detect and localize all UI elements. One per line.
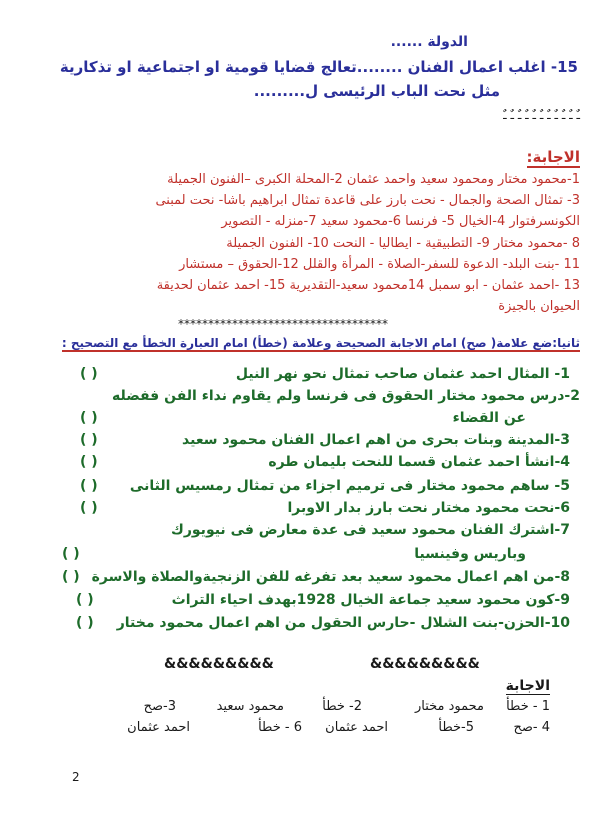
q15-line2: مثل نحت الباب الرئيسى ل......... (253, 82, 500, 100)
answer-parentheses: ( ) (76, 615, 94, 631)
answers2-heading: الاجابة (505, 678, 550, 694)
statement-item: 2-درس محمود مختار الحقوق فى فرنسا ولم يقاوم نداء الفن ففضله (111, 388, 580, 404)
answer-parentheses: ( ) (80, 432, 98, 448)
answer-parentheses: ( ) (80, 454, 98, 470)
answer-parentheses: ( ) (80, 500, 98, 516)
statement-item: 1- المثال احمد عثمان صاحب تمثال نحو نهر النيل (235, 366, 570, 382)
page-number: 2 (72, 770, 80, 784)
answers1-line: الحيوان بالجيزة (498, 299, 580, 314)
ampersand-separator: &&&&&&&&& (370, 656, 480, 672)
answer-cell: محمود سعيد (216, 699, 284, 714)
statement-item: 4-انشأ احمد عثمان قسما للنحت بليمان طره (268, 454, 570, 470)
answers1-line: 11 -بنت البلد- الدعوة للسفر-الصلاة - المرأة والقلل 12-الحقوق – مستشار (179, 257, 580, 272)
answer-cell: احمد عثمان (127, 720, 190, 735)
answers1-line: الكونسرفتوار 4-الخيال 5- فرنسا 6-محمود سعيد 7-منزله - التصوير (221, 214, 580, 229)
answer-cell: 5-خطأ (438, 720, 474, 735)
answer-cell: 2- خطأ (322, 699, 362, 714)
answer-cell: احمد عثمان (325, 720, 388, 735)
answer-cell: محمود مختار (414, 699, 484, 714)
q14-tail: الدولة ...... (390, 34, 468, 50)
answer-parentheses: ( ) (80, 410, 98, 426)
answers1-line: 1-محمود مختار ومحمود سعيد واحمد عثمان 2-المحلة الكبرى –الفنون الجميلة (167, 172, 580, 187)
statement-item: 5- ساهم محمود مختار فى ترميم اجزاء من تمثال رمسيس الثانى (129, 478, 570, 494)
decor-line: ـٌ ـٌ ـٌ ـٌ ـٌ ـٌ ـٌ ـٌ ـٌ ـٌ ـٌ (503, 108, 580, 122)
answer-cell: 3-صح (143, 699, 176, 714)
answer-parentheses: ( ) (80, 366, 98, 382)
statement-item: عن القضاء (452, 410, 526, 426)
ampersand-separator: &&&&&&&&& (164, 656, 274, 672)
answer-cell: 6 - خطأ (258, 720, 302, 735)
statement-item: 3-المدينة وبنات بحرى من اهم اعمال الفنان محمود سعيد (182, 432, 570, 448)
statement-item: وباريس وفينسيا (414, 546, 526, 562)
answer-cell: 4 -صح (513, 720, 550, 735)
answer-cell: 1 - خطأ (506, 699, 550, 714)
section2-heading: ثانيا:ضع علامة( صح) امام الاجابة الصحيحة وعلامة (خطأ) امام العبارة الخطأ مع التصحيح : (61, 336, 580, 350)
answer-parentheses: ( ) (76, 592, 94, 608)
stars-separator: *********************************** (178, 317, 388, 331)
answers1-line: 8 -محمود مختار 9- التطبيقية - ايطاليا - النحت 10- الفنون الجميلة (226, 236, 580, 251)
statement-item: 6-نحت محمود مختار نحت بارز بدار الاوبرا (287, 500, 570, 516)
answer-parentheses: ( ) (62, 546, 80, 562)
statement-item: 10-الحزن-بنت الشلال -حارس الحقول من اهم اعمال محمود مختار (116, 615, 570, 631)
answers1-line: 13 -احمد عثمان - ابو سمبل 14محمود سعيد-التقديرية 15- احمد عثمان لحديقة (156, 278, 580, 293)
answers1-heading: الاجابة: (526, 148, 580, 166)
answer-parentheses: ( ) (80, 478, 98, 494)
statement-item: 8-من اهم اعمال محمود سعيد بعد تفرغه للفن الزنجيةوالصلاة والاسرة (91, 569, 570, 585)
answers1-line: 3- تمثال الصحة والجمال - نحت بارز على قاعدة تمثال ابراهيم باشا- نحت لمبنى (155, 193, 580, 208)
q15-line1: 15- اغلب اعمال الفنان ........تعالج قضايا قومية او اجتماعية او تذكارية (59, 58, 578, 76)
statement-item: 7-اشترك الفنان محمود سعيد فى عدة معارض فى نيويورك (171, 522, 570, 538)
statement-item: 9-كون محمود سعيد جماعة الخيال 1928بهدف احياء التراث (171, 592, 570, 608)
answer-parentheses: ( ) (62, 569, 80, 585)
